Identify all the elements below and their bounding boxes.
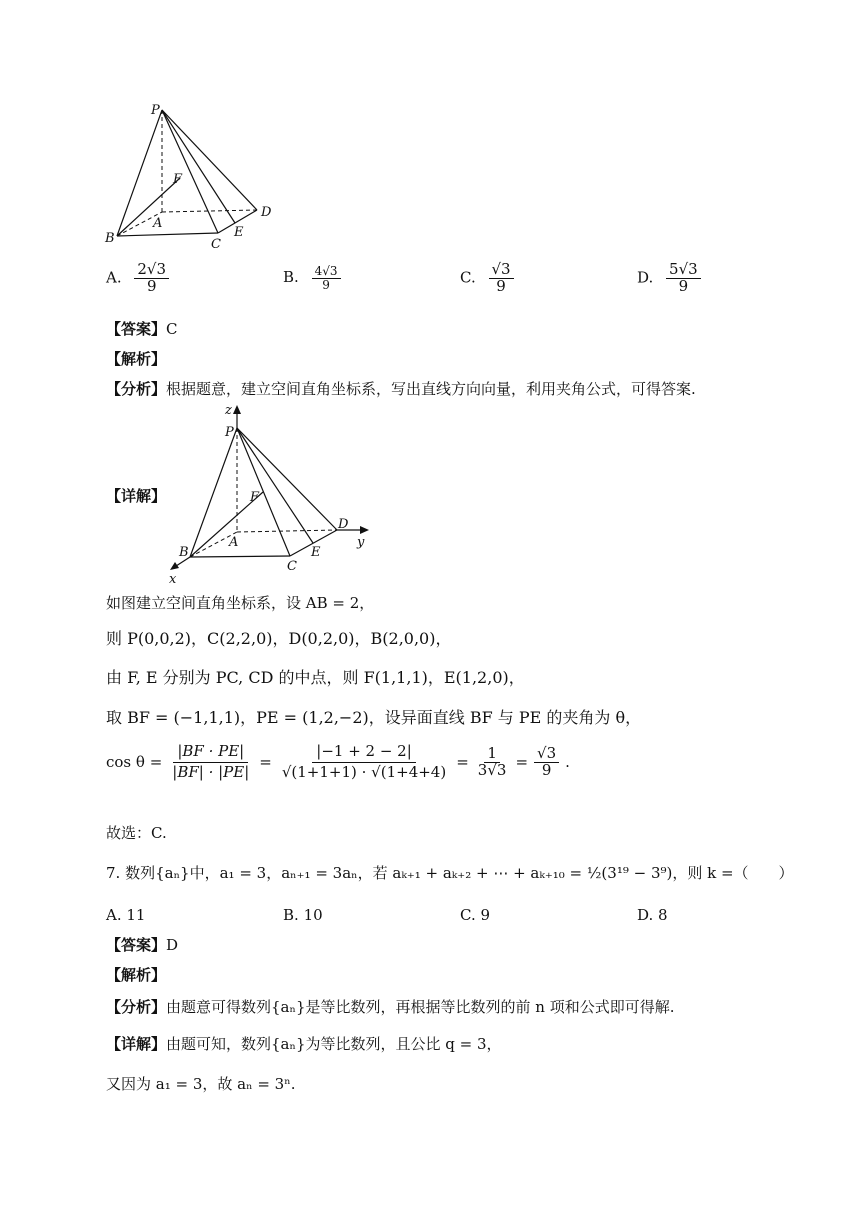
option-7-b [283,906,323,924]
solution-line-4: 取 BF = (−1,1,1)，PE = (1,2,−2)，设异面直线 BF 与 PE 的夹角为 θ， [106,708,642,727]
label-x: x [169,572,177,585]
label-A: A [153,216,163,231]
label-F: F [250,490,260,505]
option-fraction [666,262,701,295]
option-letter: D. [637,268,654,287]
fenxi-text: 由题意可得数列{aₙ}是等比数列，再根据等比数列的前 n 项和公式即可得解. [166,998,675,1016]
answer-value: C [166,320,178,338]
label-B: B [105,231,115,246]
jiexi-7: 【解析】 [106,966,167,984]
formula-fraction-1 [168,742,253,783]
label-A: A [229,535,239,550]
label-D: D [261,205,272,220]
fraction-numerator: 5√3 [666,262,701,279]
option-letter: B. [283,268,299,287]
option-fraction [489,262,514,295]
xiangjie-tag: 【详解】 [106,1035,167,1053]
option-letter: C. [460,906,476,924]
fraction-numerator: 2√3 [134,262,169,279]
option-value: 10 [303,906,323,924]
option-7-a [106,906,145,924]
option-letter: C. [460,268,476,287]
cos-formula [106,742,570,783]
option-value: 8 [658,906,668,924]
xiangjie-6-tag: 【详解】 [106,487,167,505]
jiexi-6: 【解析】 [106,350,167,368]
answer-6 [106,318,178,339]
fraction-numerator: 4√3 [312,265,341,279]
fraction-numerator: 1 [484,746,500,763]
solution-end: 故选：C. [106,824,167,842]
fraction-numerator: √3 [489,262,514,279]
fraction-numerator: |BF · PE| [173,742,248,763]
fenxi-text: 根据题意，建立空间直角坐标系，写出直线方向向量，利用夹角公式，可得答案. [166,380,696,398]
label-C: C [211,237,221,252]
equals-sign: = [456,753,469,772]
xiangjie-text: 由题可知，数列{aₙ}为等比数列，且公比 q = 3， [166,1035,502,1053]
pyramid-figure-2 [165,400,380,585]
solution-line-2: 则 P(0,0,2)，C(2,2,0)，D(0,2,0)，B(2,0,0)， [106,629,452,648]
label-D: D [338,517,349,532]
fraction-numerator: √3 [534,746,559,763]
fraction-denominator: 9 [541,760,552,779]
formula-fraction-2 [278,742,450,783]
formula-fraction-3 [475,746,510,779]
option-7-d [637,906,668,924]
question-7-stem: 7. 数列{aₙ}中，a₁ = 3，aₙ₊₁ = 3aₙ，若 aₖ₊₁ + aₖ₊₂ + ⋯ + aₖ₊₁₀ = ½(3¹⁹ − 3⁹)，则 k =（ ） [106,864,794,882]
fraction-denominator: |BF| · |PE| [172,762,250,781]
last-line-7: 又因为 a₁ = 3，故 aₙ = 3ⁿ. [106,1075,296,1093]
solution-line-1: 如图建立空间直角坐标系，设 AB = 2， [106,594,375,612]
label-E: E [234,225,244,240]
label-P: P [225,425,234,440]
option-7-c [460,906,490,924]
option-6-c [460,262,514,295]
option-6-a [106,262,169,295]
option-value: 9 [480,906,491,924]
label-z: z [225,403,232,418]
option-6-b [283,265,341,291]
label-F: F [173,172,183,187]
option-letter: A. [106,268,122,287]
fraction-denominator: 9 [322,277,330,292]
option-letter: D. [637,906,654,924]
option-fraction [134,262,169,295]
equals-sign: = [515,753,529,772]
fenxi-tag: 【分析】 [106,380,167,398]
formula-fraction-4 [534,746,559,779]
fraction-denominator: 3√3 [477,760,507,779]
label-C: C [287,559,297,574]
option-6-d [637,262,701,295]
fenxi-7 [106,996,675,1017]
fraction-numerator: |−1 + 2 − 2| [312,742,416,763]
answer-tag: 【答案】 [106,936,167,954]
label-y: y [357,535,365,550]
label-E: E [311,545,321,560]
label-P: P [151,103,160,118]
solution-line-3: 由 F, E 分别为 PC, CD 的中点，则 F(1,1,1)，E(1,2,0)， [106,668,525,687]
pyramid-figure-1 [95,95,295,255]
label-B: B [179,545,189,560]
equals-sign: = [259,753,272,772]
option-fraction [312,265,341,291]
fraction-denominator: 9 [496,276,506,295]
answer-value: D [166,936,179,954]
option-letter: B. [283,906,299,924]
cos-lhs: cos θ = [106,753,163,772]
fraction-denominator: 9 [678,276,689,295]
answer-7 [106,934,178,955]
fenxi-tag: 【分析】 [106,998,167,1016]
fraction-denominator: √(1+1+1) · √(1+4+4) [281,762,447,781]
fenxi-6 [106,378,696,399]
xiangjie-7 [106,1033,502,1054]
option-value: 11 [126,906,146,924]
fraction-denominator: 9 [146,276,157,295]
option-letter: A. [106,906,122,924]
period: . [565,753,570,772]
answer-tag: 【答案】 [106,320,167,338]
